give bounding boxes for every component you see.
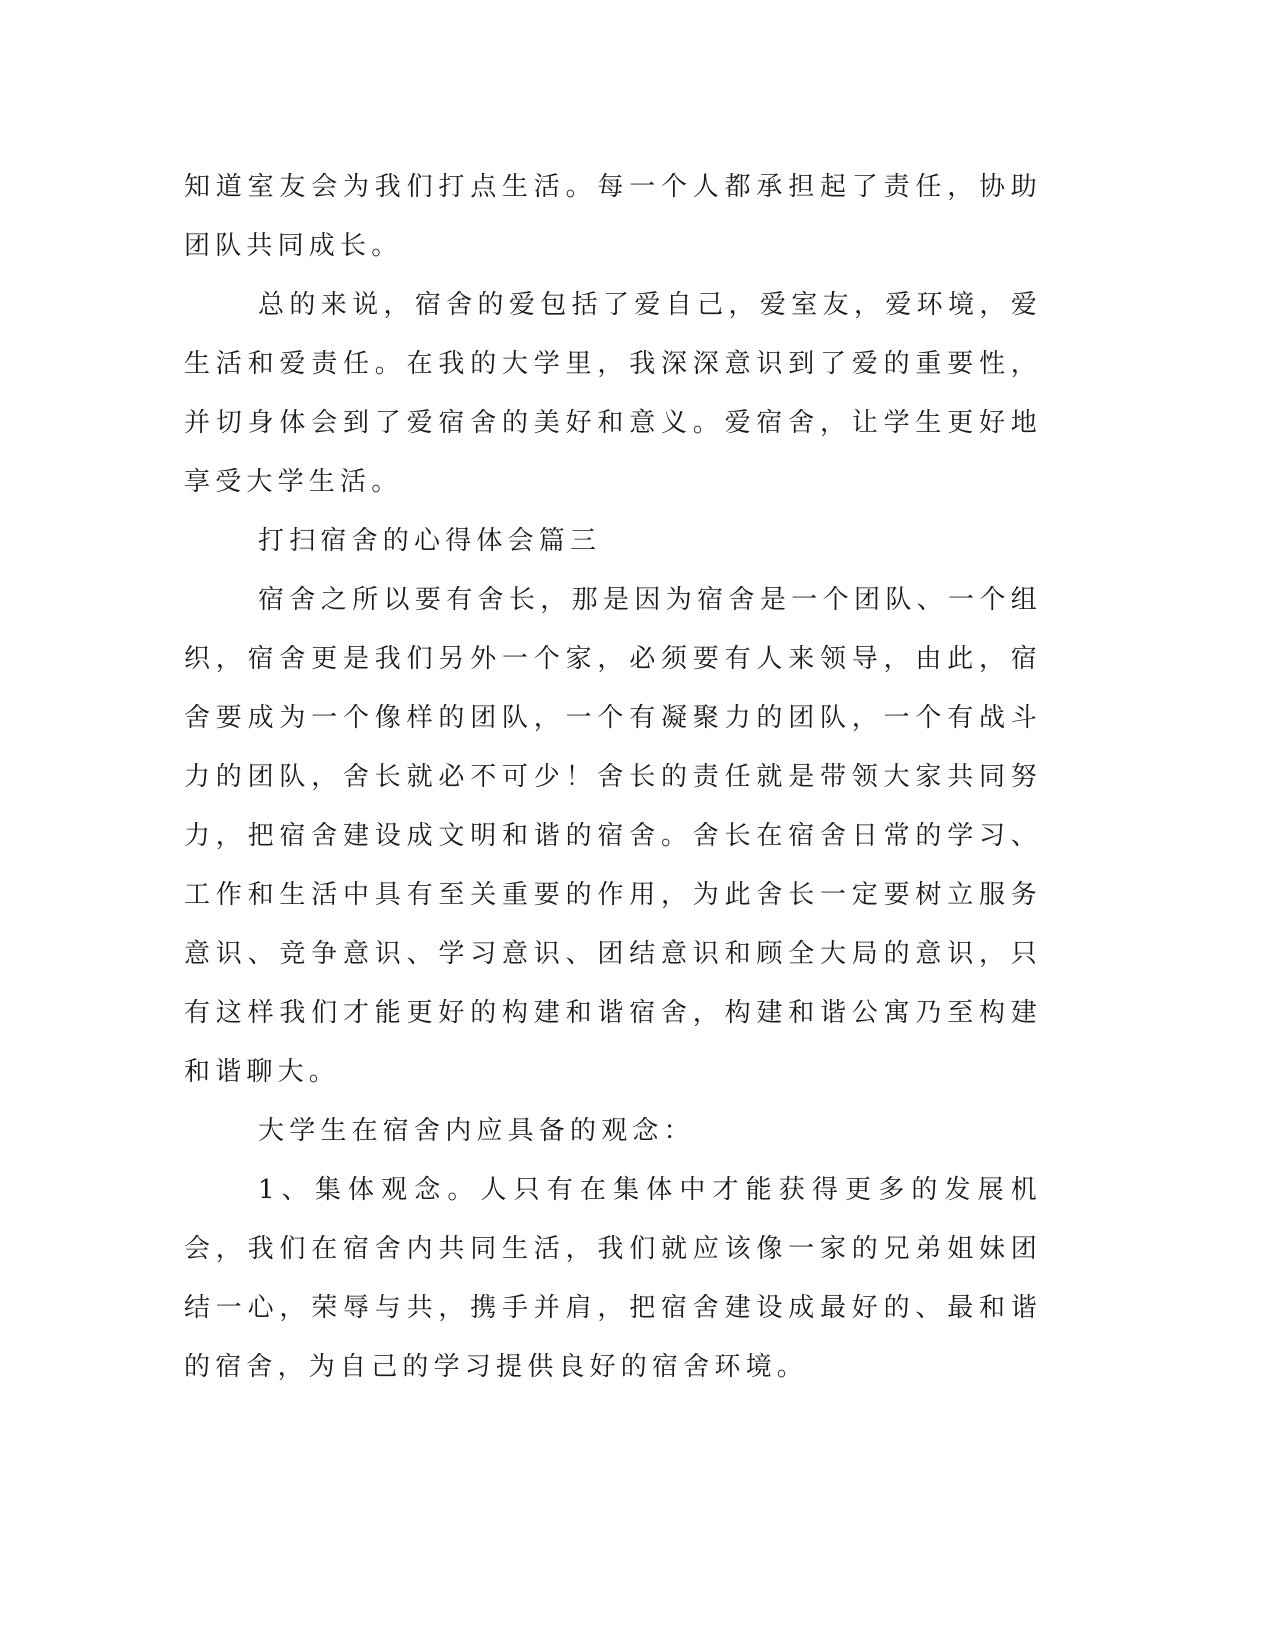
paragraph-collective-concept: 1、集体观念。人只有在集体中才能获得更多的发展机会，我们在宿舍内共同生活，我们就应该像一家的兄弟姐妹团结一心，荣辱与共，携手并肩，把宿舍建设成最好的、最和谐的宿舍，为自己的学习提供良好的宿舍环境。 <box>184 1175 1042 1382</box>
paragraph-dorm-leader: 宿舍之所以要有舍长，那是因为宿舍是一个团队、一个组织，宿舍更是我们另外一个家，必须要有人来领导，由此，宿舍要成为一个像样的团队，一个有凝聚力的团队，一个有战斗力的团队，舍长就必不可少！舍长的责任就是带领大家共同努力，把宿舍建设成文明和谐的宿舍。舍长在宿舍日常的学习、工作和生活中具有至关重要的作用，为此舍长一定要树立服务意识、竞争意识、学习意识、团结意识和顾全大局的意识，只有这样我们才能更好的构建和谐宿舍，构建和谐公寓乃至构建和谐聊大。 <box>184 585 1042 1087</box>
paragraph-concepts-intro: 大学生在宿舍内应具备的观念： <box>258 1116 695 1146</box>
paragraph-summary: 总的来说，宿舍的爱包括了爱自己，爱室友，爱环境，爱生活和爱责任。在我的大学里，我深深意识到了爱的重要性，并切身体会到了爱宿舍的美好和意义。爱宿舍，让学生更好地享受大学生活。 <box>184 290 1042 497</box>
section-heading: 打扫宿舍的心得体会篇三 <box>258 526 602 556</box>
paragraph-continuation: 知道室友会为我们打点生活。每一个人都承担起了责任，协助团队共同成长。 <box>184 172 1042 261</box>
document-body <box>184 158 1042 1397</box>
